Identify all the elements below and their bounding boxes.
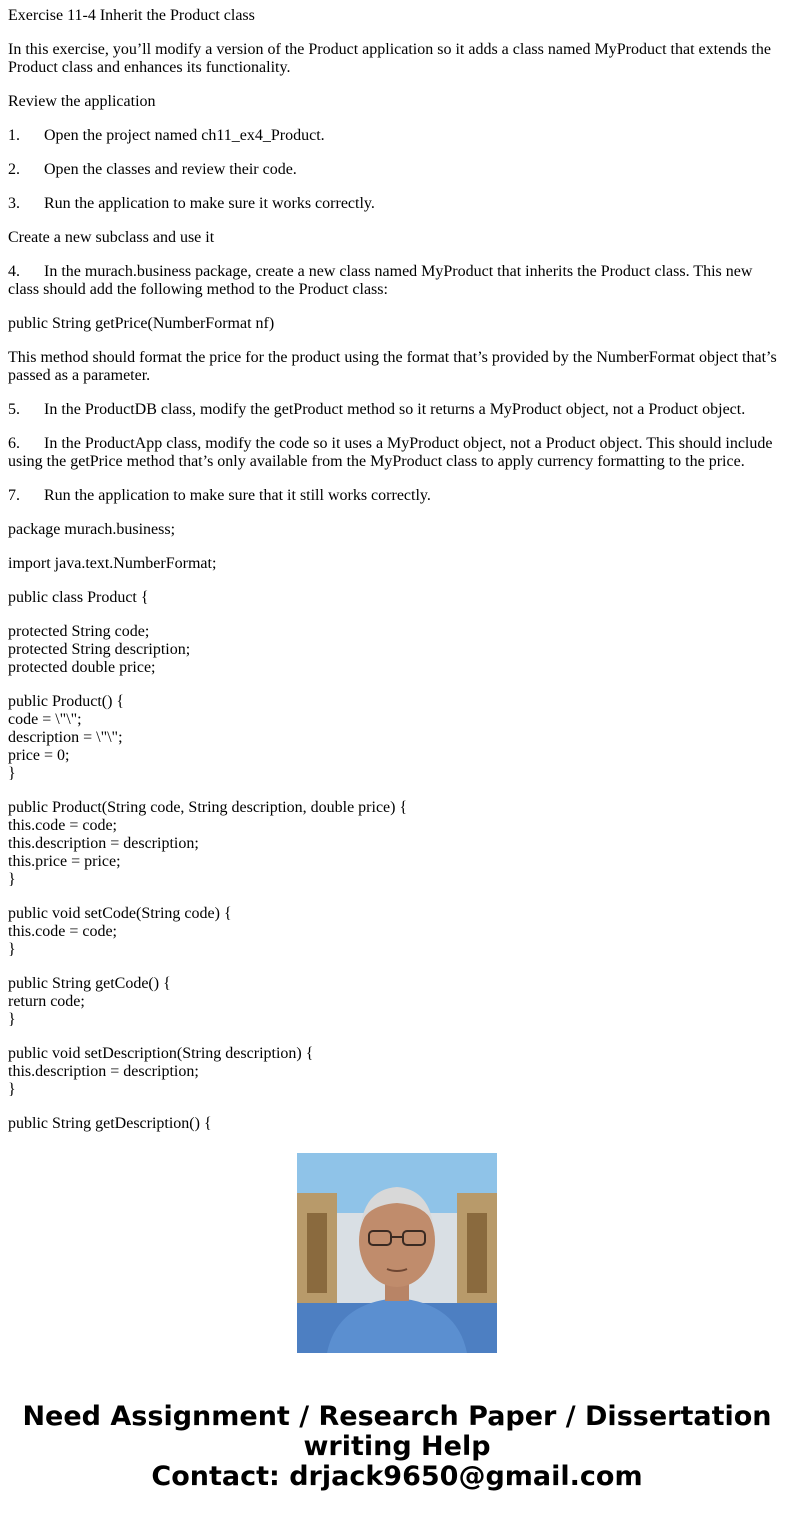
step-text: Run the application to make sure it works correctly. [44,195,375,212]
code-line: } [8,871,16,888]
code-line: return code; [8,993,85,1010]
code-block [8,1045,786,1099]
promo-footer [0,1402,794,1492]
code-line: } [8,1011,16,1028]
code-block [8,693,786,783]
code-line: this.description = description; [8,1063,199,1080]
document-body [8,7,786,1132]
code-line: code = \"\"; [8,711,82,728]
step-number: 2. [8,161,20,178]
step-text: Run the application to make sure that it still works correctly. [44,487,431,504]
step-text: In the ProductDB class, modify the getProduct method so it returns a MyProduct object, not a Product object. [44,401,746,418]
method-signature: public String getPrice(NumberFormat nf) [8,315,275,332]
step-item [8,195,786,213]
code-line: public void setCode(String code) { [8,905,232,922]
code-block [8,589,786,607]
section-create-heading: Create a new subclass and use it [8,229,215,246]
code-line: public String getDescription() { [8,1115,212,1132]
code-line: public void setDescription(String description) { [8,1045,314,1062]
code-line: public Product() { [8,693,125,710]
exercise-title: Exercise 11-4 Inherit the Product class [8,7,255,24]
step-number: 3. [8,195,20,212]
exercise-intro: In this exercise, you’ll modify a version of the Product application so it adds a class named MyProduct that extends the Product class and enhances its functionality. [8,41,771,76]
code-block [8,975,786,1029]
code-line: public Product(String code, String description, double price) { [8,799,408,816]
step-number: 6. [8,435,20,452]
code-line: protected String code; [8,623,150,640]
code-line: } [8,765,16,782]
review-steps [8,127,786,213]
method-note: This method should format the price for the product using the format that’s provided by the NumberFormat object that’s passed as a parameter. [8,349,777,384]
code-block [8,799,786,889]
code-block [8,623,786,677]
code-line: } [8,1081,16,1098]
code-line: package murach.business; [8,521,176,538]
code-line: this.price = price; [8,853,121,870]
create-steps [8,401,786,505]
promo-contact: Contact: drjack9650@gmail.com [151,1461,643,1492]
code-line: } [8,941,16,958]
code-line: public class Product { [8,589,149,606]
step-item [8,263,786,299]
step-item [8,487,786,505]
code-line: protected String description; [8,641,191,658]
person-photo-icon [297,1153,497,1353]
step-item [8,127,786,145]
step-number: 5. [8,401,20,418]
code-block [8,555,786,573]
code-line: import java.text.NumberFormat; [8,555,217,572]
step-item [8,161,786,179]
step-number: 1. [8,127,20,144]
code-line: price = 0; [8,747,70,764]
step-number: 7. [8,487,20,504]
section-review-heading: Review the application [8,93,156,110]
code-line: this.code = code; [8,817,117,834]
promo-line-2: writing Help [303,1431,491,1462]
step-text: Open the classes and review their code. [44,161,297,178]
code-line: public String getCode() { [8,975,171,992]
author-avatar [297,1153,497,1353]
code-line: this.code = code; [8,923,117,940]
step-text: In the murach.business package, create a new class named MyProduct that inherits the Product class. This new class should add the following method to the Product class: [8,263,753,298]
step-number: 4. [8,263,20,280]
promo-line-1: Need Assignment / Research Paper / Dissertation [22,1401,772,1432]
step-item [8,435,786,471]
step-text: Open the project named ch11_ex4_Product. [44,127,325,144]
code-line: description = \"\"; [8,729,123,746]
code-block [8,1115,786,1133]
code-listing [8,521,786,1133]
code-line: protected double price; [8,659,156,676]
code-block [8,905,786,959]
step-text: In the ProductApp class, modify the code so it uses a MyProduct object, not a Product object. This should include using the getPrice method that’s only available from the MyProduct class to apply currency formatting to the price. [8,435,773,470]
code-line: this.description = description; [8,835,199,852]
code-block [8,521,786,539]
step-item [8,401,786,419]
